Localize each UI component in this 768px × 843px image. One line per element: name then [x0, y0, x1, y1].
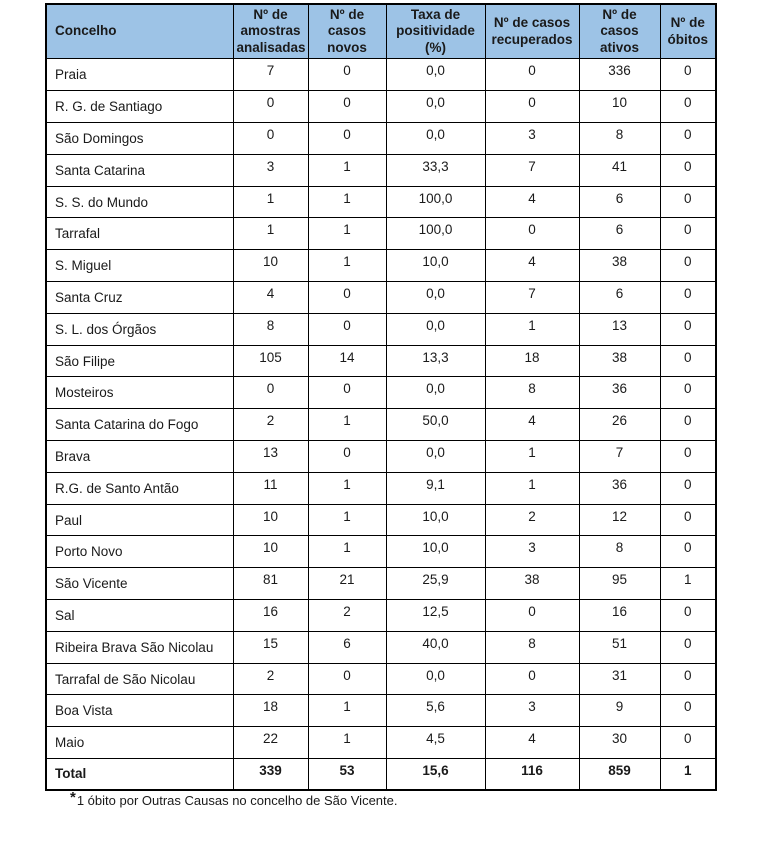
cell-taxa: 0,0	[386, 313, 485, 345]
cell-casos-novos: 1	[308, 504, 386, 536]
cell-recuperados: 8	[485, 631, 579, 663]
cell-recuperados: 0	[485, 59, 579, 91]
cell-obitos: 0	[660, 59, 716, 91]
cell-concelho: R.G. de Santo Antão	[46, 472, 233, 504]
cell-amostras: 0	[233, 123, 308, 155]
header-casos-novos: Nº de casos novos	[308, 4, 386, 59]
header-amostras: Nº de amostras analisadas	[233, 4, 308, 59]
cell-amostras: 1	[233, 186, 308, 218]
cell-taxa: 0,0	[386, 440, 485, 472]
cell-concelho: Sal	[46, 599, 233, 631]
total-ativos: 859	[579, 758, 660, 790]
table-row	[46, 123, 716, 155]
cell-recuperados: 0	[485, 599, 579, 631]
cell-recuperados: 0	[485, 218, 579, 250]
cell-casos-novos: 0	[308, 663, 386, 695]
cell-ativos: 51	[579, 631, 660, 663]
cell-casos-novos: 1	[308, 154, 386, 186]
cell-casos-novos: 1	[308, 472, 386, 504]
cell-casos-novos: 14	[308, 345, 386, 377]
header-ativos: Nº de casos ativos	[579, 4, 660, 59]
cell-concelho: Tarrafal de São Nicolau	[46, 663, 233, 695]
cell-amostras: 13	[233, 440, 308, 472]
cell-taxa: 25,9	[386, 568, 485, 600]
header-obitos: Nº de óbitos	[660, 4, 716, 59]
header-row	[46, 4, 716, 59]
table-body	[46, 59, 716, 759]
cell-concelho: São Vicente	[46, 568, 233, 600]
cell-concelho: Santa Catarina do Fogo	[46, 409, 233, 441]
cell-casos-novos: 1	[308, 695, 386, 727]
cell-casos-novos: 0	[308, 123, 386, 155]
cell-obitos: 0	[660, 250, 716, 282]
cell-concelho: Mosteiros	[46, 377, 233, 409]
cell-ativos: 30	[579, 727, 660, 759]
total-casos-novos: 53	[308, 758, 386, 790]
cell-recuperados: 0	[485, 663, 579, 695]
cell-recuperados: 4	[485, 409, 579, 441]
table-row	[46, 91, 716, 123]
table-row	[46, 59, 716, 91]
cell-taxa: 0,0	[386, 91, 485, 123]
table-row	[46, 154, 716, 186]
cell-obitos: 0	[660, 377, 716, 409]
cell-taxa: 5,6	[386, 695, 485, 727]
cell-recuperados: 3	[485, 536, 579, 568]
cell-ativos: 7	[579, 440, 660, 472]
table-row	[46, 313, 716, 345]
cell-obitos: 0	[660, 599, 716, 631]
cell-amostras: 8	[233, 313, 308, 345]
table-row	[46, 472, 716, 504]
cell-amostras: 10	[233, 504, 308, 536]
cell-concelho: São Domingos	[46, 123, 233, 155]
cell-ativos: 38	[579, 345, 660, 377]
cell-casos-novos: 1	[308, 409, 386, 441]
cell-casos-novos: 1	[308, 250, 386, 282]
cell-concelho: Praia	[46, 59, 233, 91]
cell-casos-novos: 0	[308, 377, 386, 409]
cell-obitos: 0	[660, 345, 716, 377]
cell-casos-novos: 0	[308, 313, 386, 345]
footnote	[70, 789, 398, 809]
table-row	[46, 695, 716, 727]
table-row	[46, 504, 716, 536]
concelho-covid-table	[45, 3, 717, 791]
cell-taxa: 40,0	[386, 631, 485, 663]
cell-casos-novos: 2	[308, 599, 386, 631]
cell-obitos: 1	[660, 568, 716, 600]
cell-ativos: 12	[579, 504, 660, 536]
cell-ativos: 8	[579, 536, 660, 568]
cell-concelho: Ribeira Brava São Nicolau	[46, 631, 233, 663]
cell-ativos: 13	[579, 313, 660, 345]
cell-taxa: 50,0	[386, 409, 485, 441]
cell-recuperados: 0	[485, 91, 579, 123]
cell-ativos: 26	[579, 409, 660, 441]
table-footer	[46, 758, 716, 790]
cell-ativos: 36	[579, 377, 660, 409]
cell-taxa: 0,0	[386, 663, 485, 695]
cell-taxa: 0,0	[386, 59, 485, 91]
cell-casos-novos: 0	[308, 91, 386, 123]
cell-amostras: 7	[233, 59, 308, 91]
cell-ativos: 8	[579, 123, 660, 155]
cell-concelho: Paul	[46, 504, 233, 536]
table-row	[46, 727, 716, 759]
cell-taxa: 100,0	[386, 186, 485, 218]
cell-obitos: 0	[660, 281, 716, 313]
cell-recuperados: 8	[485, 377, 579, 409]
cell-obitos: 0	[660, 409, 716, 441]
cell-taxa: 10,0	[386, 504, 485, 536]
cell-amostras: 1	[233, 218, 308, 250]
cell-obitos: 0	[660, 123, 716, 155]
cell-obitos: 0	[660, 218, 716, 250]
cell-casos-novos: 21	[308, 568, 386, 600]
cell-concelho: S. S. do Mundo	[46, 186, 233, 218]
cell-casos-novos: 0	[308, 281, 386, 313]
total-recuperados: 116	[485, 758, 579, 790]
cell-ativos: 38	[579, 250, 660, 282]
cell-taxa: 100,0	[386, 218, 485, 250]
table-row	[46, 218, 716, 250]
cell-amostras: 15	[233, 631, 308, 663]
cell-taxa: 33,3	[386, 154, 485, 186]
cell-casos-novos: 1	[308, 727, 386, 759]
cell-recuperados: 2	[485, 504, 579, 536]
cell-casos-novos: 1	[308, 218, 386, 250]
cell-concelho: Maio	[46, 727, 233, 759]
total-row	[46, 758, 716, 790]
table-row	[46, 440, 716, 472]
header-recuperados: Nº de casos recuperados	[485, 4, 579, 59]
cell-recuperados: 1	[485, 472, 579, 504]
table-row	[46, 250, 716, 282]
cell-taxa: 13,3	[386, 345, 485, 377]
table-row	[46, 568, 716, 600]
header-concelho: Concelho	[46, 4, 233, 59]
cell-amostras: 4	[233, 281, 308, 313]
cell-casos-novos: 1	[308, 186, 386, 218]
cell-amostras: 10	[233, 250, 308, 282]
cell-obitos: 0	[660, 91, 716, 123]
cell-amostras: 105	[233, 345, 308, 377]
cell-amostras: 18	[233, 695, 308, 727]
cell-recuperados: 1	[485, 440, 579, 472]
footnote-asterisk: *	[70, 789, 76, 806]
cell-recuperados: 7	[485, 154, 579, 186]
cell-ativos: 336	[579, 59, 660, 91]
cell-recuperados: 4	[485, 727, 579, 759]
cell-concelho: S. Miguel	[46, 250, 233, 282]
cell-amostras: 3	[233, 154, 308, 186]
cell-obitos: 0	[660, 186, 716, 218]
cell-taxa: 0,0	[386, 281, 485, 313]
cell-concelho: R. G. de Santiago	[46, 91, 233, 123]
cell-ativos: 6	[579, 281, 660, 313]
cell-taxa: 12,5	[386, 599, 485, 631]
table-row	[46, 409, 716, 441]
cell-ativos: 16	[579, 599, 660, 631]
cell-amostras: 16	[233, 599, 308, 631]
cell-taxa: 0,0	[386, 377, 485, 409]
cell-amostras: 0	[233, 377, 308, 409]
cell-concelho: Brava	[46, 440, 233, 472]
cell-amostras: 81	[233, 568, 308, 600]
cell-concelho: Santa Catarina	[46, 154, 233, 186]
table-row	[46, 631, 716, 663]
table-row	[46, 377, 716, 409]
cell-concelho: Santa Cruz	[46, 281, 233, 313]
header-taxa: Taxa de positividade (%)	[386, 4, 485, 59]
cell-amostras: 11	[233, 472, 308, 504]
cell-ativos: 10	[579, 91, 660, 123]
cell-obitos: 0	[660, 472, 716, 504]
cell-obitos: 0	[660, 695, 716, 727]
cell-concelho: São Filipe	[46, 345, 233, 377]
cell-taxa: 0,0	[386, 123, 485, 155]
cell-casos-novos: 0	[308, 59, 386, 91]
table-row	[46, 345, 716, 377]
cell-amostras: 10	[233, 536, 308, 568]
cell-recuperados: 4	[485, 250, 579, 282]
cell-ativos: 31	[579, 663, 660, 695]
cell-taxa: 10,0	[386, 536, 485, 568]
cell-recuperados: 38	[485, 568, 579, 600]
cell-casos-novos: 0	[308, 440, 386, 472]
cell-taxa: 10,0	[386, 250, 485, 282]
cell-amostras: 22	[233, 727, 308, 759]
cell-concelho: S. L. dos Órgãos	[46, 313, 233, 345]
total-obitos: 1	[660, 758, 716, 790]
table-header	[46, 4, 716, 59]
total-amostras: 339	[233, 758, 308, 790]
cell-recuperados: 7	[485, 281, 579, 313]
cell-casos-novos: 1	[308, 536, 386, 568]
cell-ativos: 6	[579, 186, 660, 218]
cell-obitos: 0	[660, 631, 716, 663]
cell-ativos: 41	[579, 154, 660, 186]
cell-amostras: 2	[233, 663, 308, 695]
cell-taxa: 4,5	[386, 727, 485, 759]
cell-recuperados: 4	[485, 186, 579, 218]
cell-recuperados: 3	[485, 123, 579, 155]
cell-obitos: 0	[660, 504, 716, 536]
cell-amostras: 0	[233, 91, 308, 123]
cell-ativos: 6	[579, 218, 660, 250]
cell-concelho: Tarrafal	[46, 218, 233, 250]
table-row	[46, 663, 716, 695]
cell-obitos: 0	[660, 440, 716, 472]
cell-ativos: 36	[579, 472, 660, 504]
footnote-text: 1 óbito por Outras Causas no concelho de São Vicente.	[76, 793, 398, 808]
cell-casos-novos: 6	[308, 631, 386, 663]
cell-ativos: 95	[579, 568, 660, 600]
cell-obitos: 0	[660, 154, 716, 186]
cell-concelho: Boa Vista	[46, 695, 233, 727]
table-row	[46, 281, 716, 313]
cell-taxa: 9,1	[386, 472, 485, 504]
cell-obitos: 0	[660, 313, 716, 345]
cell-recuperados: 1	[485, 313, 579, 345]
cell-recuperados: 18	[485, 345, 579, 377]
cell-ativos: 9	[579, 695, 660, 727]
table-row	[46, 536, 716, 568]
table-row	[46, 599, 716, 631]
cell-obitos: 0	[660, 727, 716, 759]
total-taxa: 15,6	[386, 758, 485, 790]
cell-obitos: 0	[660, 536, 716, 568]
total-label: Total	[46, 758, 233, 790]
cell-obitos: 0	[660, 663, 716, 695]
table-row	[46, 186, 716, 218]
cell-recuperados: 3	[485, 695, 579, 727]
cell-amostras: 2	[233, 409, 308, 441]
cell-concelho: Porto Novo	[46, 536, 233, 568]
